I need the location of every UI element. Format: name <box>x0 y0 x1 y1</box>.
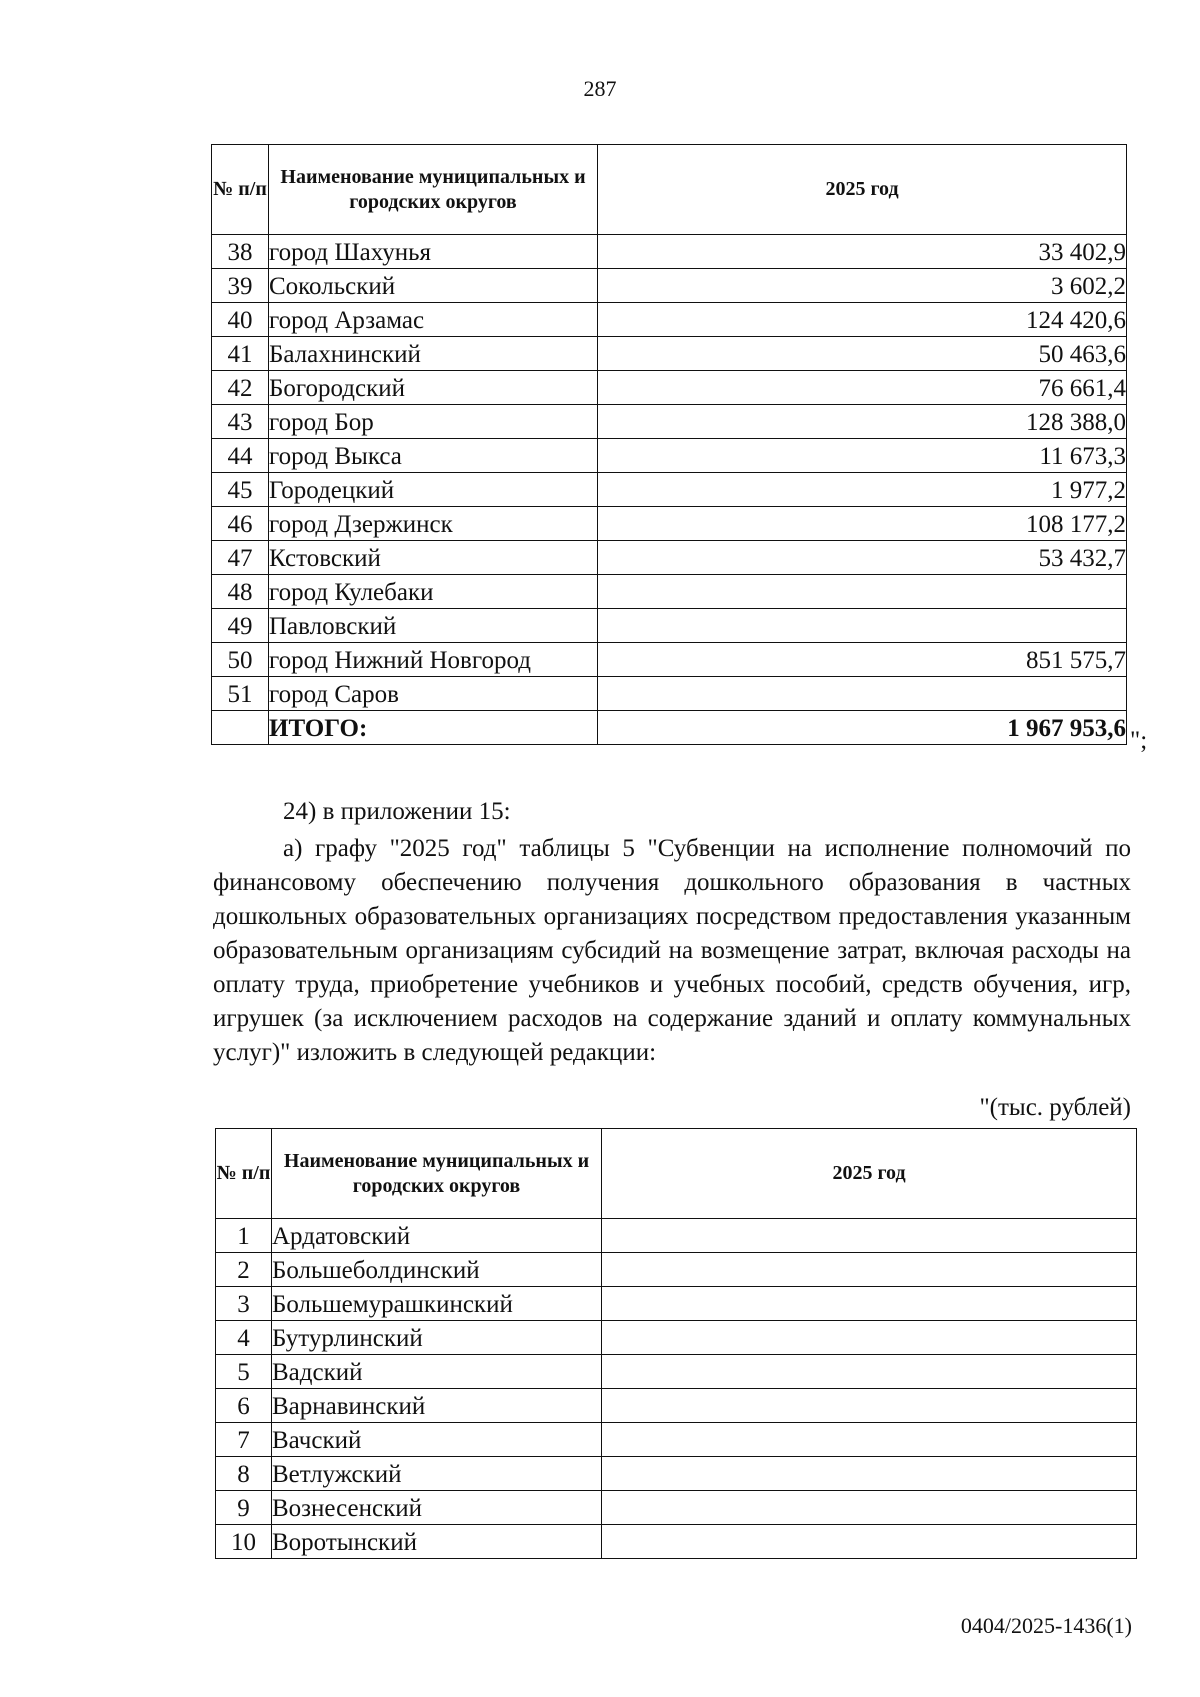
closing-quote: "; <box>1130 727 1148 754</box>
year-value: 50 463,6 <box>598 337 1127 371</box>
row-number: 4 <box>216 1321 272 1355</box>
municipality-name: Павловский <box>269 609 598 643</box>
municipality-name: Вадский <box>272 1355 602 1389</box>
table-row <box>216 1321 1137 1355</box>
year-value: 1 977,2 <box>598 473 1127 507</box>
table-row <box>212 575 1127 609</box>
row-number: 50 <box>212 643 269 677</box>
year-value <box>598 677 1127 711</box>
year-value: 53 432,7 <box>598 541 1127 575</box>
year-value: 124 420,6 <box>598 303 1127 337</box>
table-row <box>212 269 1127 303</box>
municipality-name: Бутурлинский <box>272 1321 602 1355</box>
table-row <box>212 405 1127 439</box>
year-value <box>602 1219 1137 1253</box>
year-value <box>602 1321 1137 1355</box>
table-row <box>216 1287 1137 1321</box>
year-value <box>598 609 1127 643</box>
municipality-name: город Кулебаки <box>269 575 598 609</box>
row-number: 3 <box>216 1287 272 1321</box>
municipality-name: город Бор <box>269 405 598 439</box>
table-row <box>216 1355 1137 1389</box>
section-item: 24) в приложении 15: <box>283 798 511 825</box>
row-number: 51 <box>212 677 269 711</box>
row-number: 40 <box>212 303 269 337</box>
year-value <box>602 1355 1137 1389</box>
table-row <box>212 507 1127 541</box>
row-number: 1 <box>216 1219 272 1253</box>
table-row <box>212 609 1127 643</box>
municipality-name: Кстовский <box>269 541 598 575</box>
header-year: 2025 год <box>598 145 1127 235</box>
row-number: 48 <box>212 575 269 609</box>
municipality-name: Вознесенский <box>272 1491 602 1525</box>
year-value <box>602 1423 1137 1457</box>
year-value: 108 177,2 <box>598 507 1127 541</box>
row-number: 5 <box>216 1355 272 1389</box>
municipality-name: город Арзамас <box>269 303 598 337</box>
subsidy-table-1 <box>211 144 1127 745</box>
header-num: № п/п <box>216 1129 272 1219</box>
year-value <box>602 1389 1137 1423</box>
document-number: 0404/2025-1436(1) <box>960 1613 1132 1638</box>
municipality-name: город Выкса <box>269 439 598 473</box>
table-row <box>212 473 1127 507</box>
municipality-name: Воротынский <box>272 1525 602 1559</box>
year-value <box>602 1287 1137 1321</box>
table-row <box>212 235 1127 269</box>
header-name: Наименование муниципальных и городских округов <box>272 1129 602 1219</box>
table-row <box>212 439 1127 473</box>
row-number: 42 <box>212 371 269 405</box>
year-value <box>602 1457 1137 1491</box>
subsidy-table-2 <box>215 1128 1137 1559</box>
year-value <box>598 575 1127 609</box>
table-row <box>216 1491 1137 1525</box>
table-row <box>216 1423 1137 1457</box>
units-label: "(тыс. рублей) <box>979 1094 1131 1121</box>
row-number: 9 <box>216 1491 272 1525</box>
municipality-name: Богородский <box>269 371 598 405</box>
table-row <box>212 643 1127 677</box>
municipality-name: Ветлужский <box>272 1457 602 1491</box>
year-value <box>602 1525 1137 1559</box>
page-number: 287 <box>583 76 617 101</box>
municipality-name: Балахнинский <box>269 337 598 371</box>
municipality-name: город Шахунья <box>269 235 598 269</box>
table-row <box>212 541 1127 575</box>
year-value: 11 673,3 <box>598 439 1127 473</box>
year-value: 33 402,9 <box>598 235 1127 269</box>
row-number: 46 <box>212 507 269 541</box>
year-value <box>602 1491 1137 1525</box>
header-name: Наименование муниципальных и городских округов <box>269 145 598 235</box>
municipality-name: Ардатовский <box>272 1219 602 1253</box>
table-row <box>212 303 1127 337</box>
total-row <box>212 711 1127 745</box>
row-number: 39 <box>212 269 269 303</box>
municipality-name: город Саров <box>269 677 598 711</box>
section-paragraph: а) графу "2025 год" таблицы 5 "Субвенции на исполнение полномочий по финансовому обеспечению получения дошкольного образования в частных дошкольных образовательных организациях посредством предоставления указанным образовательным организациям субсидий на возмещение затрат, включая расходы на оплату труда, приобретение учебников и учебных пособий, средств обучения, игр, игрушек (за исключением расходов на содержание зданий и оплату коммунальных услуг)" изложить в следующей редакции: <box>213 835 1131 1066</box>
row-number: 45 <box>212 473 269 507</box>
municipality-name: город Дзержинск <box>269 507 598 541</box>
header-num: № п/п <box>212 145 269 235</box>
table-row <box>216 1219 1137 1253</box>
row-number: 7 <box>216 1423 272 1457</box>
municipality-name: Сокольский <box>269 269 598 303</box>
year-value: 76 661,4 <box>598 371 1127 405</box>
row-number: 43 <box>212 405 269 439</box>
total-label: ИТОГО: <box>269 711 598 745</box>
table-row <box>212 337 1127 371</box>
table-row <box>216 1525 1137 1559</box>
year-value <box>602 1253 1137 1287</box>
table-row <box>216 1253 1137 1287</box>
table-row <box>212 677 1127 711</box>
municipality-name: Вачский <box>272 1423 602 1457</box>
row-number: 8 <box>216 1457 272 1491</box>
table-row <box>212 371 1127 405</box>
municipality-name: Большеболдинский <box>272 1253 602 1287</box>
table-row <box>216 1389 1137 1423</box>
municipality-name: город Нижний Новгород <box>269 643 598 677</box>
row-number: 38 <box>212 235 269 269</box>
municipality-name: Большемурашкинский <box>272 1287 602 1321</box>
year-value: 851 575,7 <box>598 643 1127 677</box>
municipality-name: Варнавинский <box>272 1389 602 1423</box>
year-value: 128 388,0 <box>598 405 1127 439</box>
row-number: 44 <box>212 439 269 473</box>
municipality-name: Городецкий <box>269 473 598 507</box>
year-value: 3 602,2 <box>598 269 1127 303</box>
table-row <box>216 1457 1137 1491</box>
total-value: 1 967 953,6 <box>598 711 1127 745</box>
row-number: 10 <box>216 1525 272 1559</box>
row-number: 41 <box>212 337 269 371</box>
row-number: 49 <box>212 609 269 643</box>
row-number: 2 <box>216 1253 272 1287</box>
header-year: 2025 год <box>602 1129 1137 1219</box>
row-number: 47 <box>212 541 269 575</box>
row-number: 6 <box>216 1389 272 1423</box>
